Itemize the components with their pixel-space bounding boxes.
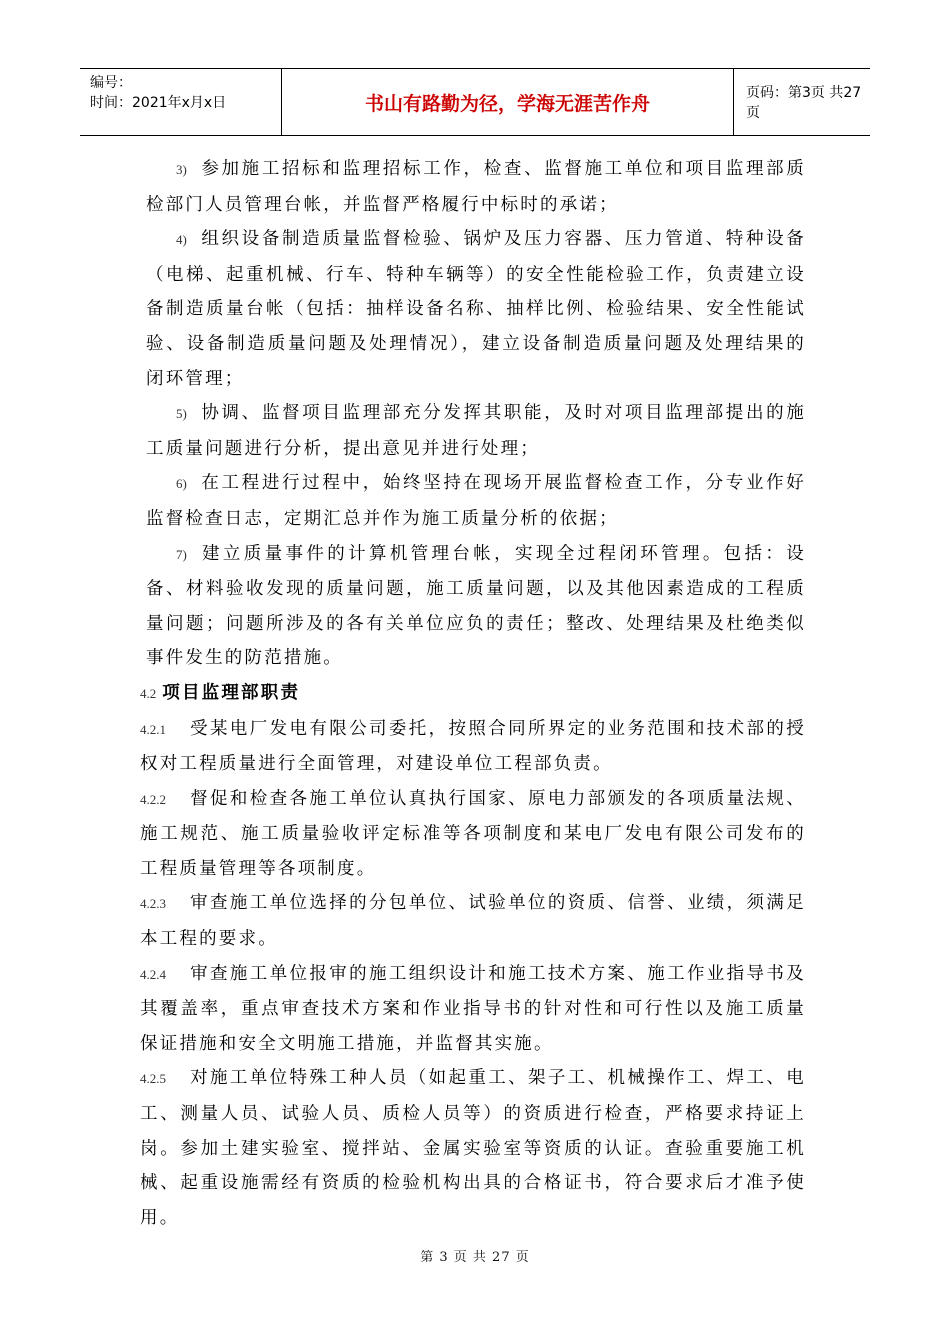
header-meta [80, 69, 282, 135]
clause-number: 4.2.1 [140, 721, 166, 737]
section-title: 项目监理部职责 [162, 682, 301, 703]
clause-number: 4.2.3 [140, 896, 166, 912]
clause [140, 712, 806, 782]
clause [140, 886, 806, 956]
clause-number: 4.2.4 [140, 966, 166, 982]
paragraph-text: 协调、监督项目监理部充分发挥其职能，及时对项目监理部提出的施工质量问题进行分析，提出意见并进行处理； [146, 403, 806, 459]
header-page-info: 页码：第3页 共27页 [746, 85, 862, 121]
item-number: 5) [176, 406, 187, 422]
clause-text: 审查施工单位选择的分包单位、试验单位的资质、信誉、业绩，须满足本工程的要求。 [140, 893, 806, 950]
paragraph-text: 在工程进行过程中，始终坚持在现场开展监督检查工作，分专业作好监督检查日志，定期汇总并作为施工质量分析的依据； [146, 473, 806, 529]
paragraph-text: 组织设备制造质量监督检验、锅炉及压力容器、压力管道、特种设备（电梯、起重机械、行车、特种车辆等）的安全性能检验工作，负责建立设备制造质量台帐（包括：抽样设备名称、抽样比例、检验结果、安全性能试验、设备制造质量问题及处理情况），建立设备制造质量问题及处理结果的闭环管理； [146, 229, 806, 389]
clause-number: 4.2.5 [140, 1071, 166, 1087]
clause-text: 审查施工单位报审的施工组织设计和施工技术方案、施工作业指导书及其覆盖率，重点审查技术方案和作业指导书的针对性和可行性以及施工质量保证措施和安全文明施工措施，并监督其实施。 [140, 963, 806, 1054]
section-heading [140, 676, 806, 712]
page-header [80, 68, 870, 136]
header-motto: 书山有路勤为径，学海无涯苦作舟 [282, 69, 734, 135]
clause-number: 4.2.2 [140, 791, 166, 807]
clause [140, 957, 806, 1062]
paragraph [146, 396, 806, 466]
section-number: 4.2 [140, 685, 157, 701]
clause [140, 782, 806, 887]
time-label: 时间：2021年x月x日 [90, 95, 227, 111]
item-number: 3) [176, 162, 187, 177]
clause [140, 1061, 806, 1235]
item-number: 4) [176, 232, 187, 248]
paragraph-text: 建立质量事件的计算机管理台帐，实现全过程闭环管理。包括：设备、材料验收发现的质量问题，施工质量问题，以及其他因素造成的工程质量问题；问题所涉及的各有关单位应负的责任；整改、处理结果及杜绝类似事件发生的防范措施。 [146, 543, 806, 669]
number-label: 编号： [90, 75, 132, 91]
clause-text: 对施工单位特殊工种人员（如起重工、架子工、机械操作工、焊工、电工、测量人员、试验人员、质检人员等）的资质进行检查，严格要求持证上岗。参加土建实验室、搅拌站、金属实验室等资质的认证。查验重要施工机械、起重设施需经有资质的检验机构出具的合格证书，符合要求后才准予使用。 [140, 1068, 806, 1228]
paragraph-text: 参加施工招标和监理招标工作，检查、监督施工单位和项目监理部质检部门人员管理台帐，并监督严格履行中标时的承诺； [146, 159, 806, 215]
paragraph [146, 152, 806, 222]
document-body [140, 152, 806, 1235]
paragraph [146, 537, 806, 676]
item-number: 6) [176, 476, 187, 492]
paragraph [146, 222, 806, 396]
page-footer: 第 3 页 共 27 页 [420, 1250, 530, 1265]
item-number: 7) [176, 546, 187, 562]
clause-text: 受某电厂发电有限公司委托，按照合同所界定的业务范围和技术部的授权对工程质量进行全面管理，对建设单位工程部负责。 [140, 718, 806, 775]
clause-text: 督促和检查各施工单位认真执行国家、原电力部颁发的各项质量法规、施工规范、施工质量验收评定标准等各项制度和某电厂发电有限公司发布的工程质量管理等各项制度。 [140, 788, 806, 879]
paragraph [146, 466, 806, 536]
